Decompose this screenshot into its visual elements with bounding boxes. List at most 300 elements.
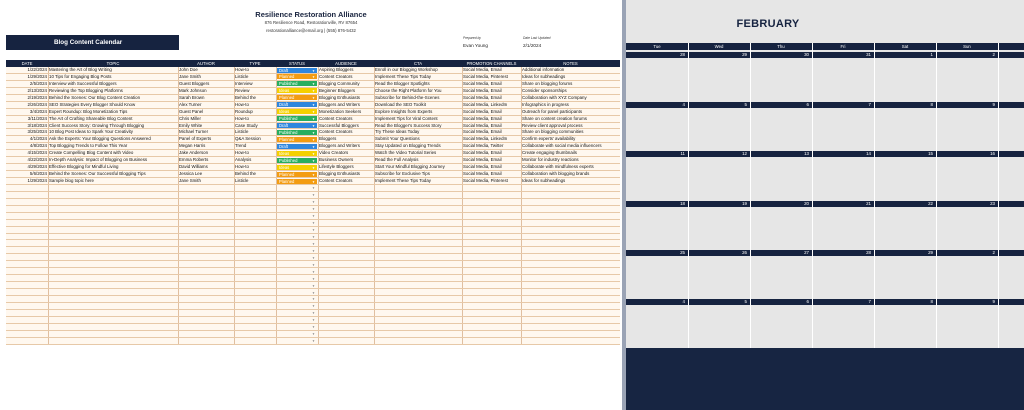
- prepared-by-value[interactable]: Evan Young: [463, 43, 489, 48]
- dropdown-arrow-icon[interactable]: ▼: [312, 165, 315, 170]
- table-row[interactable]: [6, 129, 620, 136]
- cell-notes[interactable]: Confirm experts' availability: [522, 136, 576, 142]
- table-row[interactable]: [6, 109, 620, 116]
- cell-status[interactable]: [277, 206, 317, 212]
- table-row[interactable]: [6, 178, 620, 185]
- cell-audience[interactable]: Bloggers and Writers: [319, 101, 360, 107]
- status-dropdown[interactable]: [277, 290, 317, 295]
- table-row[interactable]: [6, 164, 620, 171]
- cell-promotion-channels[interactable]: Social Media, Email: [463, 122, 502, 128]
- cell-date[interactable]: 4/29/2024: [27, 164, 47, 170]
- cell-audience[interactable]: Beginner Bloggers: [319, 87, 356, 93]
- column-header-audience[interactable]: AUDIENCE: [335, 61, 357, 66]
- day-number[interactable]: 25: [680, 250, 685, 255]
- status-dropdown[interactable]: [277, 227, 317, 232]
- cell-cta[interactable]: Read the Blogger Spotlights: [375, 80, 430, 86]
- cell-status[interactable]: [277, 136, 317, 142]
- cell-author[interactable]: Jake Anderson: [179, 150, 209, 156]
- status-dropdown[interactable]: Draft ▼: [279, 102, 315, 108]
- cell-status[interactable]: [277, 171, 317, 177]
- column-header-notes[interactable]: NOTES: [563, 61, 578, 66]
- status-dropdown[interactable]: [277, 310, 317, 315]
- table-row[interactable]: [6, 81, 620, 88]
- cell-author[interactable]: Alex Turner: [179, 101, 202, 107]
- cell-author[interactable]: Emily White: [179, 122, 203, 128]
- cell-status[interactable]: [277, 234, 317, 240]
- day-number[interactable]: 23: [990, 201, 995, 206]
- cell-date[interactable]: 3/18/2024: [27, 122, 47, 128]
- table-row[interactable]: [6, 88, 620, 95]
- day-number[interactable]: 13: [804, 151, 809, 156]
- table-row[interactable]: [6, 136, 620, 143]
- table-row[interactable]: [6, 143, 620, 150]
- cell-promotion-channels[interactable]: Social Media, Email: [463, 108, 502, 114]
- day-number[interactable]: 14: [866, 151, 871, 156]
- cell-date[interactable]: 2/19/2024: [27, 94, 47, 100]
- cell-type[interactable]: Listicle: [235, 178, 249, 183]
- cell-type[interactable]: Review: [235, 87, 250, 93]
- dropdown-arrow-icon[interactable]: ▼: [312, 290, 315, 295]
- cell-date[interactable]: 2/26/2024: [27, 101, 47, 107]
- cell-notes[interactable]: Review client approval process: [522, 122, 583, 128]
- status-dropdown[interactable]: [277, 255, 317, 260]
- cell-audience[interactable]: Aspiring Bloggers: [319, 67, 354, 72]
- cell-cta[interactable]: Watch the Video Tutorial Series: [375, 150, 437, 156]
- dropdown-arrow-icon[interactable]: ▼: [312, 82, 315, 87]
- status-dropdown[interactable]: Ideas ▼: [279, 88, 315, 94]
- status-dropdown[interactable]: Draft ▼: [279, 123, 315, 128]
- cell-date[interactable]: 3/4/2024: [29, 108, 47, 114]
- cell-type[interactable]: How-to: [235, 164, 249, 170]
- cell-status[interactable]: [277, 247, 317, 253]
- cell-author[interactable]: Emma Roberts: [179, 157, 209, 163]
- day-number[interactable]: 7: [868, 299, 871, 304]
- cell-promotion-channels[interactable]: Social Media, Email: [463, 171, 502, 177]
- status-dropdown[interactable]: [277, 241, 317, 246]
- cell-type[interactable]: Behind the: [235, 171, 256, 177]
- cell-author[interactable]: Sarah Brown: [179, 94, 205, 100]
- cell-topic[interactable]: Top Blogging Trends to Follow This Year: [49, 143, 128, 149]
- cell-audience[interactable]: Blogging Enthusiasts: [319, 171, 361, 177]
- cell-promotion-channels[interactable]: Social Media, Email: [463, 94, 502, 100]
- status-dropdown[interactable]: Planned ▼: [279, 74, 315, 80]
- table-row[interactable]: [6, 303, 620, 310]
- cell-type[interactable]: Listicle: [235, 73, 249, 79]
- cell-notes[interactable]: Share on blogging communities: [522, 129, 584, 135]
- table-row[interactable]: [6, 74, 620, 81]
- dropdown-arrow-icon[interactable]: ▼: [312, 137, 315, 142]
- cell-notes[interactable]: Ideas for subheadings: [522, 178, 566, 183]
- table-row[interactable]: [6, 227, 620, 234]
- cell-notes[interactable]: Monitor for industry reactions: [522, 157, 579, 163]
- cell-promotion-channels[interactable]: Social Media, LinkedIn: [463, 101, 508, 107]
- cell-cta[interactable]: Stay Updated on Blogging Trends: [375, 143, 441, 149]
- dropdown-arrow-icon[interactable]: ▼: [312, 124, 315, 128]
- status-dropdown[interactable]: Planned ▼: [279, 178, 315, 184]
- day-number[interactable]: 9: [992, 102, 995, 107]
- day-number[interactable]: 6: [806, 299, 809, 304]
- cell-promotion-channels[interactable]: Social Media, Email: [463, 150, 502, 156]
- cell-cta[interactable]: Read the Blogger's Success Story: [375, 122, 442, 128]
- column-header-author[interactable]: AUTHOR: [197, 61, 215, 66]
- dropdown-arrow-icon[interactable]: ▼: [312, 158, 315, 163]
- status-dropdown[interactable]: [277, 192, 317, 197]
- cell-cta[interactable]: Submit Your Questions: [375, 136, 420, 142]
- cell-date[interactable]: 4/8/2024: [29, 143, 47, 149]
- day-number[interactable]: 11: [680, 151, 685, 156]
- dropdown-arrow-icon[interactable]: ▼: [312, 241, 315, 246]
- column-header-type[interactable]: TYPE: [249, 61, 261, 66]
- cell-promotion-channels[interactable]: Social Media, Pinterest: [463, 73, 508, 79]
- table-row[interactable]: [6, 157, 620, 164]
- status-dropdown[interactable]: [277, 269, 317, 274]
- cell-date[interactable]: 3/25/2024: [27, 129, 47, 135]
- cell-topic[interactable]: Behind the Scenes: Our Blog Content Creation: [49, 94, 141, 100]
- dropdown-arrow-icon[interactable]: ▼: [312, 276, 315, 281]
- status-dropdown[interactable]: [277, 248, 317, 253]
- table-row[interactable]: [6, 123, 620, 130]
- cell-cta[interactable]: Subscribe for Exclusive Tips: [375, 171, 430, 177]
- cell-date[interactable]: 4/22/2024: [27, 157, 47, 163]
- column-header-promotion-channels[interactable]: PROMOTION CHANNELS: [466, 61, 517, 66]
- day-number[interactable]: 8: [930, 102, 933, 107]
- cell-notes[interactable]: Outreach for panel participants: [522, 108, 583, 114]
- cell-topic[interactable]: SEO Strategies Every Blogger Should Know: [49, 101, 136, 107]
- status-dropdown[interactable]: Planned ▼: [279, 136, 315, 142]
- cell-status[interactable]: [277, 227, 317, 233]
- dropdown-arrow-icon[interactable]: ▼: [312, 130, 315, 135]
- cell-audience[interactable]: Blogging Community: [319, 80, 360, 86]
- day-number[interactable]: 15: [928, 151, 933, 156]
- cell-date[interactable]: 4/15/2024: [27, 150, 47, 156]
- status-dropdown[interactable]: [277, 234, 317, 239]
- cell-cta[interactable]: Choose the Right Platform for You: [375, 87, 442, 93]
- cell-notes[interactable]: Collaboration with blogging brands: [522, 171, 590, 177]
- cell-date[interactable]: 1/22/2024: [27, 67, 47, 72]
- table-row[interactable]: [6, 213, 620, 220]
- cell-topic[interactable]: Mastering the Art of Blog Writing: [49, 67, 112, 72]
- cell-date[interactable]: 2/5/2024: [29, 80, 47, 86]
- day-number[interactable]: 2: [992, 52, 995, 57]
- dropdown-arrow-icon[interactable]: ▼: [312, 200, 315, 205]
- day-number[interactable]: 1: [930, 52, 933, 57]
- status-dropdown[interactable]: [277, 276, 317, 281]
- day-number[interactable]: 20: [804, 201, 809, 206]
- cell-promotion-channels[interactable]: Social Media, Email: [463, 87, 502, 93]
- cell-topic[interactable]: Create Compelling Blog Content with Video: [49, 150, 134, 156]
- cell-type[interactable]: How-to: [235, 150, 249, 156]
- status-dropdown[interactable]: Planned ▼: [279, 171, 315, 177]
- table-row[interactable]: [6, 171, 620, 178]
- cell-topic[interactable]: 10 Tips for Engaging Blog Posts: [49, 73, 112, 79]
- dropdown-arrow-icon[interactable]: ▼: [312, 172, 315, 177]
- cell-status[interactable]: [277, 116, 317, 122]
- status-dropdown[interactable]: [277, 185, 317, 190]
- status-dropdown[interactable]: [277, 199, 317, 204]
- cell-audience[interactable]: Successful Bloggers: [319, 122, 359, 128]
- cell-audience[interactable]: Bloggers: [319, 136, 337, 142]
- cell-notes[interactable]: Consider sponsorships: [522, 87, 567, 93]
- cell-topic[interactable]: Reviewing the Top Blogging Platforms: [49, 87, 123, 93]
- day-number[interactable]: 28: [866, 250, 871, 255]
- day-number[interactable]: 18: [680, 201, 685, 206]
- cell-topic[interactable]: Expert Roundup: Blog Monetization Tips: [49, 108, 128, 114]
- cell-status[interactable]: [277, 192, 317, 198]
- cell-type[interactable]: Trend: [235, 143, 247, 149]
- cell-status[interactable]: [277, 331, 317, 337]
- table-row[interactable]: [6, 254, 620, 261]
- dropdown-arrow-icon[interactable]: ▼: [312, 151, 315, 156]
- dropdown-arrow-icon[interactable]: ▼: [312, 332, 315, 337]
- table-row[interactable]: [6, 220, 620, 227]
- cell-author[interactable]: Jane Smith: [179, 73, 201, 79]
- status-dropdown[interactable]: Ideas ▼: [279, 164, 315, 170]
- cell-author[interactable]: Panel of Experts: [179, 136, 212, 142]
- cell-audience[interactable]: Monetization Seekers: [319, 108, 362, 114]
- table-row[interactable]: [6, 102, 620, 109]
- cell-status[interactable]: [277, 67, 317, 73]
- cell-topic[interactable]: Behind the Scenes: Our Successful Blogging Tips: [49, 171, 146, 177]
- cell-status[interactable]: [277, 74, 317, 80]
- cell-cta[interactable]: Enroll in our Blogging Workshop: [375, 67, 438, 72]
- cell-audience[interactable]: Content Creators: [319, 129, 353, 135]
- cell-status[interactable]: [277, 317, 317, 323]
- cell-cta[interactable]: Explore Insights from Experts: [375, 108, 433, 114]
- cell-author[interactable]: Michael Turner: [179, 129, 209, 135]
- cell-type[interactable]: Listicle: [235, 129, 249, 135]
- cell-type[interactable]: How-to: [235, 67, 249, 72]
- cell-notes[interactable]: Create engaging thumbnails: [522, 150, 577, 156]
- table-row[interactable]: [6, 240, 620, 247]
- cell-status[interactable]: [277, 109, 317, 115]
- cell-status[interactable]: [277, 164, 317, 170]
- day-number[interactable]: 26: [742, 250, 747, 255]
- day-number[interactable]: 31: [866, 52, 871, 57]
- day-number[interactable]: 12: [742, 151, 747, 156]
- cell-status[interactable]: [277, 289, 317, 295]
- day-number[interactable]: 5: [744, 102, 747, 107]
- dropdown-arrow-icon[interactable]: ▼: [312, 193, 315, 198]
- status-dropdown[interactable]: [277, 324, 317, 329]
- cell-author[interactable]: Mark Johnson: [179, 87, 207, 93]
- dropdown-arrow-icon[interactable]: ▼: [312, 221, 315, 226]
- cell-promotion-channels[interactable]: Social Media, Twitter: [463, 143, 504, 149]
- table-row[interactable]: [6, 296, 620, 303]
- day-number[interactable]: 4: [682, 299, 685, 304]
- cell-topic[interactable]: Effective Blogging for Mindful Living: [49, 164, 119, 170]
- day-number[interactable]: 6: [806, 102, 809, 107]
- day-number[interactable]: 5: [744, 299, 747, 304]
- cell-author[interactable]: David Williams: [179, 164, 208, 170]
- cell-author[interactable]: Chris Miller: [179, 115, 201, 121]
- status-dropdown[interactable]: [277, 317, 317, 322]
- dropdown-arrow-icon[interactable]: ▼: [312, 96, 315, 101]
- cell-date[interactable]: 1/29/2024: [27, 73, 47, 79]
- table-row[interactable]: [6, 247, 620, 254]
- table-row[interactable]: [6, 324, 620, 331]
- dropdown-arrow-icon[interactable]: ▼: [312, 228, 315, 233]
- day-number[interactable]: 2: [992, 250, 995, 255]
- cell-status[interactable]: [277, 178, 317, 184]
- day-number[interactable]: 22: [928, 201, 933, 206]
- cell-topic[interactable]: 10 Blog Post Ideas to Spark Your Creativity: [49, 129, 133, 135]
- cell-type[interactable]: How-to: [235, 115, 249, 121]
- status-dropdown[interactable]: [277, 296, 317, 301]
- cell-notes[interactable]: Infographics in progress: [522, 101, 569, 107]
- dropdown-arrow-icon[interactable]: ▼: [312, 103, 315, 108]
- cell-status[interactable]: [277, 338, 317, 344]
- cell-status[interactable]: [277, 303, 317, 309]
- cell-cta[interactable]: Implement Tips for Viral Content: [375, 115, 438, 121]
- cell-topic[interactable]: In-Depth Analysis: Impact of Blogging on Business: [49, 157, 148, 163]
- table-row[interactable]: [6, 95, 620, 102]
- dropdown-arrow-icon[interactable]: ▼: [312, 179, 315, 184]
- cell-topic[interactable]: Client Success Story: Growing Through Blogging: [49, 122, 145, 128]
- cell-notes[interactable]: Share on content creation forums: [522, 115, 587, 121]
- cell-status[interactable]: [277, 261, 317, 267]
- cell-audience[interactable]: Content Creators: [319, 178, 353, 183]
- cell-status[interactable]: [277, 310, 317, 316]
- dropdown-arrow-icon[interactable]: ▼: [312, 339, 315, 344]
- status-dropdown[interactable]: [277, 331, 317, 336]
- cell-notes[interactable]: Collaborate with social media influencers: [522, 143, 602, 149]
- cell-audience[interactable]: Video Creators: [319, 150, 349, 156]
- dropdown-arrow-icon[interactable]: ▼: [312, 207, 315, 212]
- table-row[interactable]: [6, 331, 620, 338]
- cell-notes[interactable]: Additional information: [522, 67, 565, 72]
- day-number[interactable]: 8: [930, 299, 933, 304]
- cell-topic[interactable]: Ask the Experts: Your Blogging Questions Answered: [49, 136, 151, 142]
- cell-audience[interactable]: Content Creators: [319, 115, 353, 121]
- cell-status[interactable]: [277, 268, 317, 274]
- column-header-date[interactable]: DATE: [21, 61, 33, 66]
- dropdown-arrow-icon[interactable]: ▼: [312, 269, 315, 274]
- cell-promotion-channels[interactable]: Social Media, Email: [463, 115, 502, 121]
- cell-cta[interactable]: Start Your Mindful Blogging Journey: [375, 164, 445, 170]
- cell-status[interactable]: [277, 157, 317, 163]
- table-row[interactable]: [6, 185, 620, 192]
- status-dropdown[interactable]: [277, 338, 317, 343]
- cell-date[interactable]: 5/6/2024: [29, 171, 47, 177]
- table-row[interactable]: [6, 289, 620, 296]
- cell-status[interactable]: [277, 254, 317, 260]
- cell-status[interactable]: [277, 324, 317, 330]
- table-row[interactable]: [6, 67, 620, 74]
- status-dropdown[interactable]: Published ▼: [279, 129, 315, 135]
- cell-status[interactable]: [277, 129, 317, 135]
- cell-status[interactable]: [277, 296, 317, 302]
- cell-date[interactable]: 3/11/2024: [27, 115, 47, 121]
- cell-status[interactable]: [277, 213, 317, 219]
- cell-audience[interactable]: Blogging Enthusiasts: [319, 94, 361, 100]
- dropdown-arrow-icon[interactable]: ▼: [312, 214, 315, 219]
- day-number[interactable]: 30: [804, 52, 809, 57]
- dropdown-arrow-icon[interactable]: ▼: [312, 283, 315, 288]
- status-dropdown[interactable]: [277, 213, 317, 218]
- dropdown-arrow-icon[interactable]: ▼: [312, 110, 315, 115]
- dropdown-arrow-icon[interactable]: ▼: [312, 186, 315, 191]
- cell-topic[interactable]: Sample blog topic here: [49, 178, 94, 183]
- cell-author[interactable]: Guest Panel: [179, 108, 204, 114]
- cell-status[interactable]: [277, 81, 317, 87]
- cell-type[interactable]: Roundup: [235, 108, 253, 114]
- day-number[interactable]: 28: [680, 52, 685, 57]
- column-header-topic[interactable]: TOPIC: [106, 61, 120, 66]
- status-dropdown[interactable]: [277, 283, 317, 288]
- cell-status[interactable]: [277, 150, 317, 156]
- status-dropdown[interactable]: Planned ▼: [279, 95, 315, 101]
- day-number[interactable]: 7: [868, 102, 871, 107]
- column-header-cta[interactable]: CTA: [413, 61, 423, 66]
- table-row[interactable]: [6, 206, 620, 213]
- cell-author[interactable]: Jane Smith: [179, 178, 201, 183]
- cell-status[interactable]: [277, 282, 317, 288]
- cell-status[interactable]: [277, 240, 317, 246]
- day-number[interactable]: 9: [992, 299, 995, 304]
- status-dropdown[interactable]: Draft ▼: [279, 143, 315, 149]
- status-dropdown[interactable]: Draft ▼: [279, 67, 315, 73]
- status-dropdown[interactable]: [277, 303, 317, 308]
- cell-cta[interactable]: Download the SEO Toolkit: [375, 101, 426, 107]
- cell-status[interactable]: [277, 275, 317, 281]
- status-dropdown[interactable]: [277, 220, 317, 225]
- cell-notes[interactable]: Share on blogging forums: [522, 80, 573, 86]
- dropdown-arrow-icon[interactable]: ▼: [312, 89, 315, 94]
- cell-date[interactable]: 4/1/2024: [29, 136, 47, 142]
- cell-type[interactable]: Behind the: [235, 94, 256, 100]
- cell-status[interactable]: [277, 220, 317, 226]
- status-dropdown[interactable]: Ideas ▼: [279, 150, 315, 156]
- table-row[interactable]: [6, 268, 620, 275]
- table-row[interactable]: [6, 199, 620, 206]
- cell-promotion-channels[interactable]: Social Media, Email: [463, 67, 502, 72]
- table-row[interactable]: [6, 150, 620, 157]
- day-number[interactable]: 4: [682, 102, 685, 107]
- cell-promotion-channels[interactable]: Social Media, Email: [463, 129, 502, 135]
- cell-promotion-channels[interactable]: Social Media, Email: [463, 164, 502, 170]
- day-number[interactable]: 29: [928, 250, 933, 255]
- status-dropdown[interactable]: Ideas ▼: [279, 109, 315, 115]
- day-number[interactable]: 16: [990, 151, 995, 156]
- dropdown-arrow-icon[interactable]: ▼: [312, 248, 315, 253]
- cell-topic[interactable]: The Art of Crafting Shareable Blog Content: [49, 115, 133, 121]
- day-number[interactable]: 29: [742, 52, 747, 57]
- cell-status[interactable]: [277, 185, 317, 191]
- dropdown-arrow-icon[interactable]: ▼: [312, 262, 315, 267]
- dropdown-arrow-icon[interactable]: ▼: [312, 318, 315, 323]
- cell-audience[interactable]: Business Owners: [319, 157, 354, 163]
- dropdown-arrow-icon[interactable]: ▼: [312, 68, 315, 73]
- cell-type[interactable]: Q&A Session: [235, 136, 261, 142]
- cell-type[interactable]: Case Study: [235, 122, 258, 128]
- status-dropdown[interactable]: Published ▼: [279, 116, 315, 122]
- cell-audience[interactable]: Lifestyle Bloggers: [319, 164, 354, 170]
- dropdown-arrow-icon[interactable]: ▼: [312, 255, 315, 260]
- column-header-status[interactable]: STATUS: [289, 61, 305, 66]
- cell-topic[interactable]: Interview with Successful Bloggers: [49, 80, 117, 86]
- day-number[interactable]: 27: [804, 250, 809, 255]
- cell-status[interactable]: [277, 88, 317, 94]
- status-dropdown[interactable]: Published ▼: [279, 157, 315, 163]
- cell-author[interactable]: Jessica Lee: [179, 171, 203, 177]
- table-row[interactable]: [6, 192, 620, 199]
- cell-status[interactable]: [277, 95, 317, 101]
- table-row[interactable]: [6, 310, 620, 317]
- cell-promotion-channels[interactable]: Social Media, Email: [463, 157, 502, 163]
- dropdown-arrow-icon[interactable]: ▼: [312, 75, 315, 80]
- day-number[interactable]: 21: [866, 201, 871, 206]
- cell-promotion-channels[interactable]: Social Media, Pinterest: [463, 178, 508, 183]
